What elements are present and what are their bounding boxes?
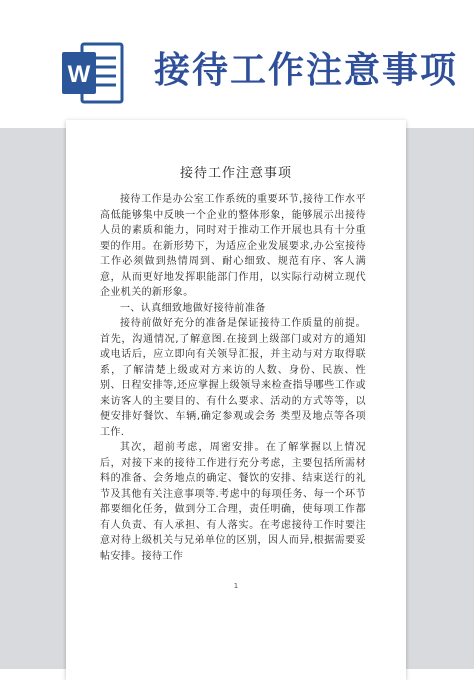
paragraph-planning: 其次，超前考虑，周密安排。在了解掌握以上情况后，对接下来的接待工作进行充分考虑，主要包括所需材料的准备、会务地点的确定、餐饮的安排、结束送行的礼节及其他有关注意事项等.考虑中的每项任务、每一个环节都要细化任务，做到分工合理，责任明确，使每项工作都有人负责、有人承担、有人落实。在考虑接待工作时要注意对待上级机关与兄弟单位的区别，因人而异,根据需要妥帖安排。接待工作 <box>100 442 366 562</box>
document-body <box>100 192 366 564</box>
paragraph-intro: 接待工作是办公室工作系统的重要环节,接待工作水平高低能够集中反映一个企业的整体形象，能够展示出接待人员的素质和能力，同时对于推动工作开展也具有十分重要的作用。在新形势下，为适应企业发展要求,办公室接待工作必须做到热情周到、耐心细致、规范有序、客人满意，从而更好地发挥职能部门作用，以实际行动树立现代企业机关的新形象。 <box>100 194 366 298</box>
paragraph-preparation: 接待前做好充分的准备是保证接待工作质量的前提。首先，沟通情况,了解意图.在接到上级部门或对方的通知或电话后，应立即向有关领导汇报，并主动与对方取得联系，了解清楚上级或对方来访的人数、身份、民族、性别、日程安排等,还应掌握上级领导来检查指导哪些工作或来访客人的主要目的、有什么要求、活动的方式等等，以便安排好餐饮、车辆,确定参观或会务 类型及地点等各项工作. <box>100 318 366 438</box>
section-heading: 一、认真细致地做好接待前准备 <box>120 302 266 314</box>
word-document-icon <box>60 40 126 106</box>
document-page <box>66 120 406 680</box>
document-title: 接待工作注意事项 <box>179 166 292 181</box>
page-number: 1 <box>233 582 239 590</box>
banner-title: 接待工作注意事项 <box>154 49 459 91</box>
word-logo-letter: W <box>67 61 91 88</box>
header-banner <box>0 0 474 128</box>
